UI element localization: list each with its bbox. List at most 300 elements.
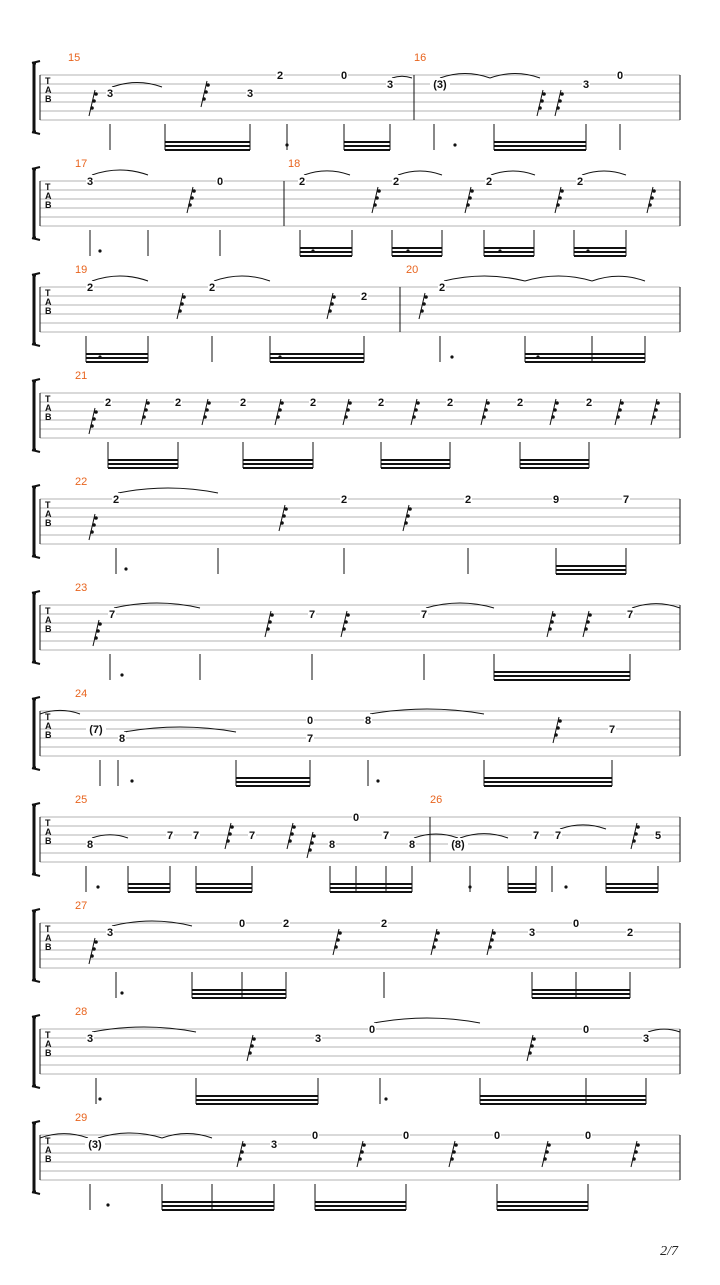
tie-arc [392,76,412,78]
tie-arc [592,276,645,281]
rest-flag [284,507,288,511]
rest-flag [558,99,562,103]
rest-flag [560,189,564,193]
tie-arc [374,1018,480,1023]
rest-flag [336,938,340,942]
fret-number: 5 [654,830,662,842]
tab-system [32,794,680,892]
fret-number: (7) [89,724,103,736]
tab-system [32,900,680,998]
bracket-hook [32,803,40,805]
rest-stem [419,293,425,319]
rest-flag [270,613,274,617]
fret-number: 2 [446,397,454,409]
fret-number: 2 [208,282,216,294]
fret-number: 3 [86,1033,94,1045]
rest-stem [411,399,417,425]
tie-arc [426,603,494,608]
measure-number: 23 [75,582,88,594]
duration-dot [453,143,456,146]
fret-number: (3) [88,1139,102,1151]
bracket-hook [32,874,40,876]
tie-arc [525,276,592,281]
measure-number: 26 [430,794,443,806]
duration-dot [98,249,101,252]
rest-mark [93,620,102,646]
tab-system [32,1006,680,1104]
rest-stem [403,505,409,531]
rest-flag [202,97,206,101]
rest-mark [553,717,562,743]
rest-flag [550,620,554,624]
rest-stem [307,832,313,858]
fret-number: 2 [282,918,290,930]
rest-flag [268,620,272,624]
rest-stem [357,1141,363,1167]
tab-system [32,582,680,680]
rest-flag [532,1037,536,1041]
fret-number: 7 [420,609,428,621]
rest-flag [616,415,620,419]
tie-arc [92,276,148,281]
rest-flag [588,613,592,617]
bracket-hook [32,909,40,911]
tab-clef-letter: B [45,306,52,316]
fret-number: 3 [270,1139,278,1151]
tie-arc [491,171,535,175]
rest-stem [343,399,349,425]
rest-flag [92,99,96,103]
rest-mark [542,1141,551,1167]
fret-number: 0 [402,1130,410,1142]
system-bracket [34,63,36,132]
tab-clef-letter: T [45,818,51,828]
rest-flag [540,99,544,103]
rest-flag [543,1157,547,1161]
rest-flag [94,92,98,96]
rest-mark [647,187,656,213]
tie-arc [118,488,218,493]
rest-stem [89,514,95,540]
measure-number: 17 [75,158,88,170]
rest-flag [308,848,312,852]
rest-flag [360,1150,364,1154]
rest-flag [490,938,494,942]
rest-flag [190,196,194,200]
rest-flag [636,1143,640,1147]
tie-arc [560,825,606,829]
fret-number: 0 [352,812,360,824]
rest-flag [416,401,420,405]
rest-flag [94,940,98,944]
rest-stem [527,1035,533,1061]
bracket-hook [32,379,40,381]
rest-flag [545,1150,549,1154]
rest-flag [94,516,98,520]
fret-number: (8) [451,839,465,851]
measure-number: 27 [75,900,88,912]
rest-flag [204,90,208,94]
tie-arc [92,1027,196,1032]
measure-number: 16 [414,52,427,64]
tab-clef-letter: A [45,297,52,307]
rest-flag [292,825,296,829]
bracket-hook [32,556,40,558]
bracket-hook [32,61,40,63]
fret-number: 2 [298,176,306,188]
bracket-hook [32,167,40,169]
measure-number: 22 [75,476,88,488]
rest-mark [247,1035,256,1061]
fret-number: 8 [328,839,336,851]
tab-clef-letter: A [45,509,52,519]
fret-number: 7 [608,724,616,736]
fret-number: 2 [626,927,634,939]
rest-flag [652,189,656,193]
rest-mark [372,187,381,213]
rest-mark [631,823,640,849]
rest-flag [278,408,282,412]
measure-number: 28 [75,1006,88,1018]
measure-number: 19 [75,264,88,276]
fret-number: 3 [582,79,590,91]
rest-flag [452,1150,456,1154]
rest-mark [343,399,352,425]
fret-number: 3 [106,927,114,939]
fret-number: 7 [626,609,634,621]
rest-flag [450,1157,454,1161]
fret-number: 7 [248,830,256,842]
system-bracket [34,699,36,768]
rest-stem [89,408,95,434]
tie-arc [444,276,525,281]
measure-number: 21 [75,370,88,382]
tab-clef-letter: T [45,394,51,404]
tab-clef-letter: B [45,836,52,846]
rest-flag [408,507,412,511]
rest-mark [631,1141,640,1167]
rest-mark [275,399,284,425]
rest-mark [403,505,412,531]
rest-flag [90,106,94,110]
rest-mark [279,505,288,531]
rest-flag [434,938,438,942]
tie-arc [304,171,350,175]
rest-flag [266,627,270,631]
fret-number: 0 [216,176,224,188]
rest-mark [177,293,186,319]
rest-stem [537,90,543,116]
rest-flag [252,1037,256,1041]
tab-clef-letter: B [45,1154,52,1164]
rest-flag [90,424,94,428]
rest-flag [332,295,336,299]
fret-number: (3) [433,79,447,91]
rest-flag [554,733,558,737]
fret-number: 8 [118,733,126,745]
rest-mark [547,611,556,637]
rest-flag [584,627,588,631]
rest-flag [242,1143,246,1147]
fret-number: 7 [306,733,314,745]
rest-flag [377,189,381,193]
duration-dot [106,1203,109,1206]
duration-dot [311,249,314,252]
bracket-hook [32,1015,40,1017]
fret-number: 7 [308,609,316,621]
tab-clef-letter: A [45,85,52,95]
rest-flag [346,408,350,412]
tab-clef-letter: T [45,924,51,934]
rest-stem [542,1141,548,1167]
rest-flag [178,309,182,313]
rest-flag [358,1157,362,1161]
rest-stem [89,938,95,964]
bracket-hook [32,1121,40,1123]
rest-mark [431,929,440,955]
fret-number: 0 [340,70,348,82]
rest-flag [240,1150,244,1154]
rest-stem [631,1141,637,1167]
measure-number: 29 [75,1112,88,1124]
fret-number: 2 [438,282,446,294]
rest-flag [144,408,148,412]
tab-system [32,158,680,256]
tab-clef-letter: B [45,624,52,634]
rest-flag [528,1051,532,1055]
fret-number: 7 [532,830,540,842]
rest-flag [551,415,555,419]
tie-arc [648,1029,680,1032]
rest-stem [237,1141,243,1167]
rest-flag [482,415,486,419]
tab-clef-letter: A [45,1145,52,1155]
tie-arc [114,603,200,608]
rest-stem [141,399,147,425]
system-bracket [34,275,36,344]
rest-flag [466,203,470,207]
duration-dot [120,991,123,994]
fret-number: 0 [306,715,314,727]
duration-dot [586,249,589,252]
tab-clef-letter: A [45,933,52,943]
tie-arc [460,834,508,838]
bracket-hook [32,768,40,770]
fret-number: 7 [166,830,174,842]
measure-number: 25 [75,794,88,806]
duration-dot [536,355,539,358]
tie-arc [398,171,442,175]
rest-flag [648,203,652,207]
bracket-hook [32,591,40,593]
fret-number: 2 [174,397,182,409]
rest-stem [431,929,437,955]
bracket-hook [32,1192,40,1194]
duration-dot [376,779,379,782]
duration-dot [384,1097,387,1100]
fret-number: 2 [485,176,493,188]
rest-mark [333,929,342,955]
page-number: 2/7 [660,1244,678,1259]
tab-clef-letter: T [45,182,51,192]
rest-flag [650,196,654,200]
rest-stem [93,620,99,646]
bracket-hook [32,485,40,487]
rest-mark [537,90,546,116]
rest-mark [265,611,274,637]
fret-number: 2 [360,291,368,303]
rest-flag [182,295,186,299]
rest-stem [187,187,193,213]
rest-flag [362,1143,366,1147]
rest-flag [334,945,338,949]
rest-mark [89,514,98,540]
rest-mark [465,187,474,213]
fret-number: 9 [552,494,560,506]
tab-clef-letter: A [45,1039,52,1049]
fret-number: 3 [314,1033,322,1045]
rest-mark [550,399,559,425]
rest-flag [634,832,638,836]
bracket-hook [32,662,40,664]
bracket-hook [32,980,40,982]
tab-clef-letter: B [45,1048,52,1058]
fret-number: 7 [108,609,116,621]
rest-stem [279,505,285,531]
rest-flag [412,415,416,419]
tab-system [32,688,680,786]
system-bracket [34,593,36,662]
rest-flag [94,636,98,640]
rest-flag [656,401,660,405]
rest-mark [411,399,420,425]
tab-clef-letter: T [45,288,51,298]
bracket-hook [32,697,40,699]
rest-flag [556,203,560,207]
fret-number: 2 [309,397,317,409]
rest-flag [248,1051,252,1055]
tab-system [32,52,680,150]
rest-stem [225,823,231,849]
tie-arc [112,921,192,926]
system-bracket [34,169,36,238]
rest-flag [344,620,348,624]
fret-number: 0 [368,1024,376,1036]
fret-number: 2 [392,176,400,188]
tie-arc [582,171,626,175]
rest-flag [280,521,284,525]
duration-dot [124,567,127,570]
rest-mark [187,187,196,213]
rest-mark [357,1141,366,1167]
bracket-hook [32,238,40,240]
system-bracket [34,911,36,980]
rest-flag [422,302,426,306]
rest-flag [98,622,102,626]
rest-flag [373,203,377,207]
rest-flag [618,408,622,412]
rest-flag [288,839,292,843]
rest-mark [225,823,234,849]
duration-dot [96,885,99,888]
tie-arc [214,276,270,281]
fret-number: 2 [276,70,284,82]
rest-flag [654,408,658,412]
bracket-hook [32,344,40,346]
system-bracket [34,1017,36,1086]
rest-stem [327,293,333,319]
rest-mark [201,81,210,107]
rest-stem [631,823,637,849]
rest-flag [548,627,552,631]
rest-mark [341,611,350,637]
tie-arc [632,604,680,608]
tab-clef-letter: T [45,1136,51,1146]
rest-flag [94,410,98,414]
rest-flag [486,401,490,405]
tab-clef-letter: B [45,518,52,528]
fret-number: 8 [408,839,416,851]
rest-flag [238,1157,242,1161]
rest-stem [341,611,347,637]
rest-flag [206,83,210,87]
fret-number: 0 [616,70,624,82]
fret-number: 2 [585,397,593,409]
tab-clef-letter: A [45,191,52,201]
fret-number: 2 [576,176,584,188]
duration-dot [278,355,281,358]
rest-stem [647,187,653,213]
rest-flag [492,931,496,935]
rest-flag [338,931,342,935]
tab-clef-letter: B [45,730,52,740]
tab-clef-letter: B [45,412,52,422]
tie-arc [370,709,484,714]
rest-flag [547,1143,551,1147]
rest-flag [454,1143,458,1147]
rest-mark [202,399,211,425]
rest-mark [555,187,564,213]
rest-flag [142,415,146,419]
rest-flag [542,92,546,96]
rest-flag [586,620,590,624]
rest-stem [202,399,208,425]
fret-number: 0 [584,1130,592,1142]
measure-number: 24 [75,688,88,700]
duration-dot [98,355,101,358]
rest-mark [651,399,660,425]
tie-arc [162,1134,212,1139]
rest-mark [481,399,490,425]
rest-flag [280,401,284,405]
rest-flag [632,839,636,843]
rest-flag [538,106,542,110]
rest-flag [488,945,492,949]
duration-dot [406,249,409,252]
rest-stem [555,90,561,116]
fret-number: 8 [364,715,372,727]
rest-flag [90,530,94,534]
system-bracket [34,1123,36,1192]
tie-arc [98,1133,162,1138]
tab-clef-letter: A [45,721,52,731]
rest-flag [90,954,94,958]
tab-clef-letter: T [45,606,51,616]
rest-flag [552,613,556,617]
rest-flag [330,302,334,306]
rest-stem [265,611,271,637]
rest-flag [556,106,560,110]
